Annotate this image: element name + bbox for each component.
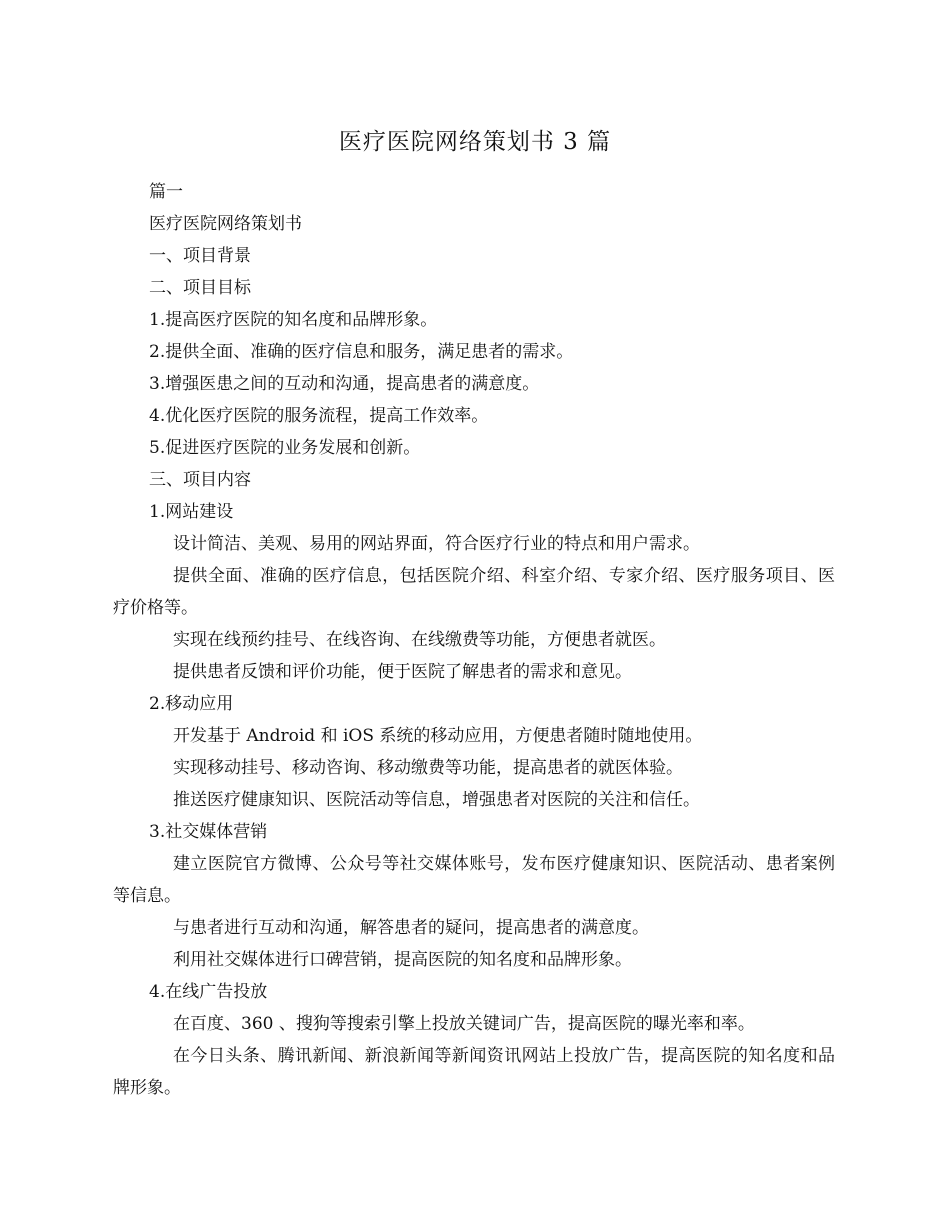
body-paragraph: 实现在线预约挂号、在线咨询、在线缴费等功能，方便患者就医。	[173, 630, 666, 650]
body-paragraph: 开发基于 Android 和 iOS 系统的移动应用，方便患者随时随地使用。	[173, 726, 703, 746]
section-line: 4.优化医疗医院的服务流程，提高工作效率。	[149, 406, 489, 426]
section-line: 2.移动应用	[149, 694, 234, 714]
document-body	[113, 176, 835, 1104]
section-line: 一、项目背景	[149, 246, 251, 266]
section-line: 篇一	[149, 182, 183, 202]
section-line: 2.提供全面、准确的医疗信息和服务，满足患者的需求。	[149, 342, 574, 362]
section-line: 1.提高医疗医院的知名度和品牌形象。	[149, 310, 438, 330]
body-paragraph: 利用社交媒体进行口碑营销，提高医院的知名度和品牌形象。	[173, 950, 632, 970]
body-paragraph: 提供患者反馈和评价功能，便于医院了解患者的需求和意见。	[173, 662, 632, 682]
body-paragraph: 建立医院官方微博、公众号等社交媒体账号，发布医疗健康知识、医院活动、患者案例等信息。	[113, 854, 835, 906]
section-line: 5.促进医疗医院的业务发展和创新。	[149, 438, 421, 458]
body-paragraph: 设计简洁、美观、易用的网站界面，符合医疗行业的特点和用户需求。	[173, 534, 700, 554]
section-line: 1.网站建设	[149, 502, 234, 522]
body-paragraph: 在今日头条、腾讯新闻、新浪新闻等新闻资讯网站上投放广告，提高医院的知名度和品牌形象。	[113, 1046, 835, 1098]
body-paragraph: 与患者进行互动和沟通，解答患者的疑问，提高患者的满意度。	[173, 918, 649, 938]
section-line: 医疗医院网络策划书	[149, 214, 302, 234]
section-line: 4.在线广告投放	[149, 982, 268, 1002]
body-paragraph: 在百度、360 、搜狗等搜索引擎上投放关键词广告，提高医院的曝光率和率。	[173, 1014, 755, 1034]
section-line: 二、项目目标	[149, 278, 251, 298]
document-title: 医疗医院网络策划书 3 篇	[338, 129, 612, 155]
section-line: 三、项目内容	[149, 470, 251, 490]
body-paragraph: 提供全面、准确的医疗信息，包括医院介绍、科室介绍、专家介绍、医疗服务项目、医疗价格等。	[113, 566, 835, 618]
body-paragraph: 实现移动挂号、移动咨询、移动缴费等功能，提高患者的就医体验。	[173, 758, 683, 778]
section-line: 3.社交媒体营销	[149, 822, 268, 842]
section-line: 3.增强医患之间的互动和沟通，提高患者的满意度。	[149, 374, 540, 394]
body-paragraph: 推送医疗健康知识、医院活动等信息，增强患者对医院的关注和信任。	[173, 790, 700, 810]
